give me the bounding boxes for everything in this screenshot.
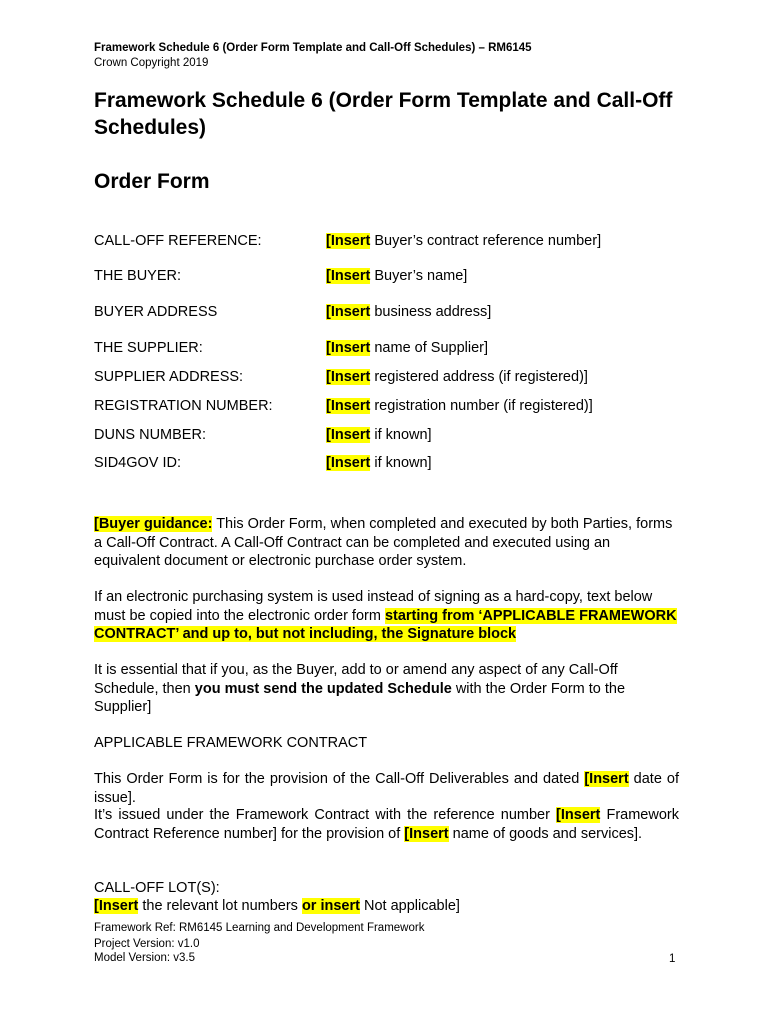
footer-model-version: Model Version: v3.5 (94, 952, 196, 964)
footer-ref: Framework Ref: RM6145 Learning and Development Framework (94, 922, 425, 934)
footer-project-version: Project Version: v1.0 (94, 938, 200, 950)
field-label: THE BUYER: (94, 268, 182, 284)
running-header-title: Framework Schedule 6 (Order Form Template and Call-Off Schedules) – RM6145 (94, 42, 532, 54)
insert-marker: [Insert (326, 304, 371, 320)
insert-marker: [Insert (326, 455, 371, 471)
field-label: THE SUPPLIER: (94, 340, 203, 356)
insert-marker: [Insert (326, 398, 371, 414)
field-label: SID4GOV ID: (94, 455, 182, 471)
insert-marker: [Insert (326, 369, 371, 385)
framework-paragraph-1: This Order Form is for the provision of the Call-Off Deliverables and dated [Insert date of issue]. (94, 771, 679, 806)
insert-marker: [Insert (326, 427, 371, 443)
lots-heading: CALL-OFF LOT(S): (94, 880, 220, 896)
field-label: CALL-OFF REFERENCE: (94, 233, 262, 249)
page-number: 1 (669, 953, 676, 965)
field-value: [Insert if known] (326, 427, 432, 443)
insert-marker: [Insert (326, 340, 371, 356)
field-value: [Insert name of Supplier] (326, 340, 489, 356)
field-label: BUYER ADDRESS (94, 304, 218, 320)
field-value: [Insert business address] (326, 304, 492, 320)
framework-heading: APPLICABLE FRAMEWORK CONTRACT (94, 735, 368, 751)
insert-marker: [Insert (326, 268, 371, 284)
amendment-paragraph: It is essential that if you, as the Buyer, add to or amend any aspect of any Call-Off Schedule, then you must send the updated Schedule with the Order Form to the Supplier] (94, 662, 626, 715)
field-value: [Insert registered address (if registered)] (326, 369, 588, 385)
field-label: REGISTRATION NUMBER: (94, 398, 273, 414)
field-value: [Insert registration number (if registered)] (326, 398, 593, 414)
buyer-guidance-paragraph: [Buyer guidance: This Order Form, when completed and executed by both Parties, forms a Call-Off Contract. A Call-Off Contract can be completed and executed using an equivalent document or electronic purchase order system. (94, 516, 673, 569)
lots-value: [Insert the relevant lot numbers or insert Not applicable] (94, 898, 460, 914)
field-value: [Insert if known] (326, 455, 432, 471)
field-value: [Insert Buyer’s contract reference number] (326, 233, 602, 249)
field-label: SUPPLIER ADDRESS: (94, 369, 244, 385)
field-label: DUNS NUMBER: (94, 427, 206, 443)
field-value: [Insert Buyer’s name] (326, 268, 468, 284)
running-header-copyright: Crown Copyright 2019 (94, 57, 209, 69)
section-title: Order Form (94, 170, 210, 193)
page-title: Framework Schedule 6 (Order Form Template and Call-Off Schedules) (94, 89, 673, 139)
insert-marker: [Insert (326, 233, 371, 249)
electronic-system-paragraph: If an electronic purchasing system is used instead of signing as a hard-copy, text below must be copied into the electronic order form starting from ‘APPLICABLE FRAMEWORK CONTRACT’ and up to, but not including, the Signature block (94, 589, 677, 642)
framework-paragraph-2: It’s issued under the Framework Contract with the reference number [Insert Framework Contract Reference number] for the provision of [Insert name of goods and services]. (94, 807, 679, 842)
